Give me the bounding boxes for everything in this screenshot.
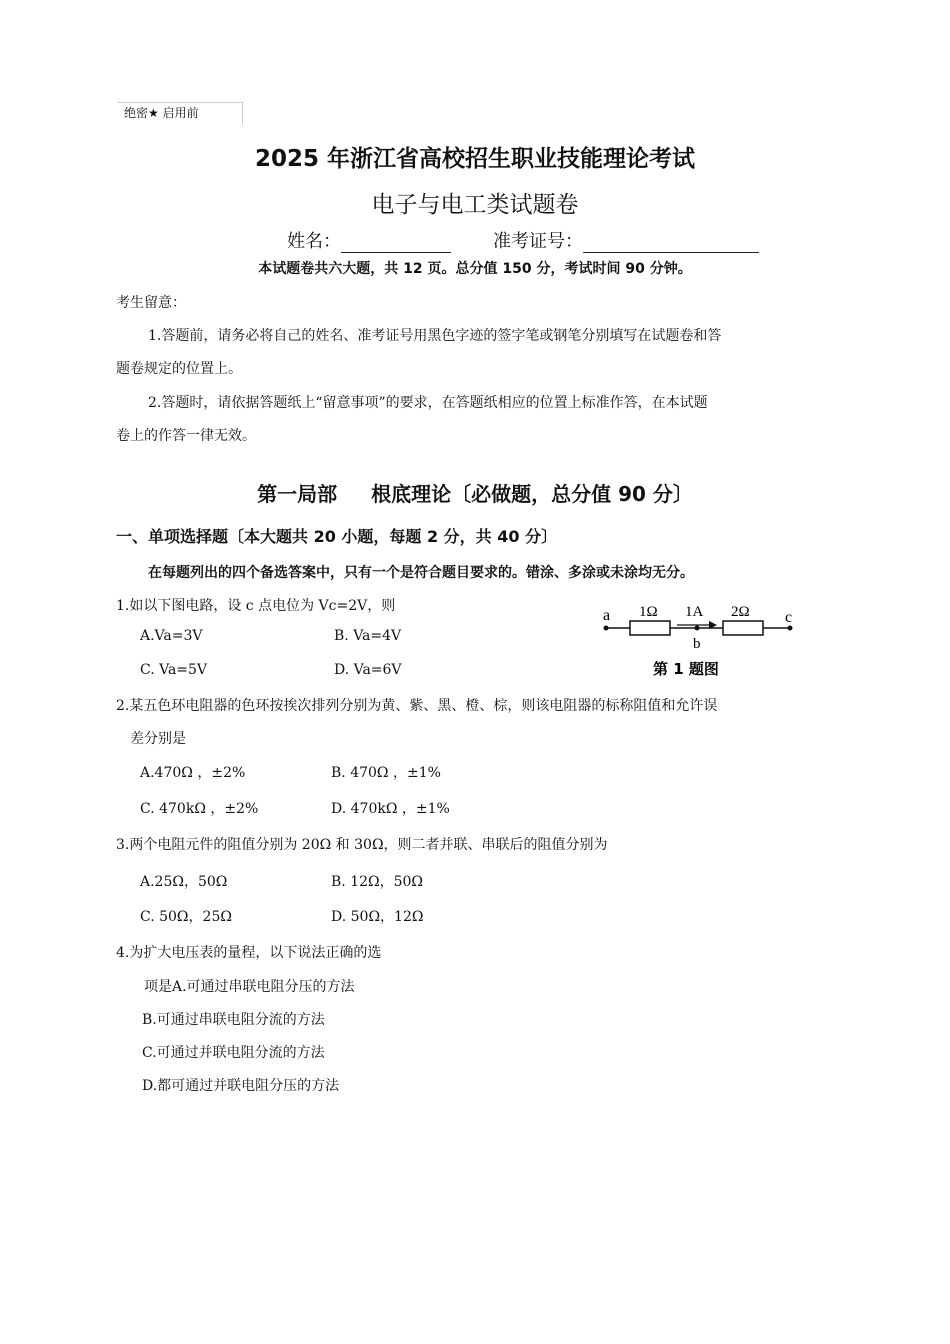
section-title: [0, 478, 950, 507]
node-b-label: b: [693, 636, 701, 652]
part1-title: 一、单项选择题〔本大题共 20 小题，每题 2 分，共 40 分〕: [116, 527, 558, 546]
figure-caption: 第 1 题图: [653, 660, 719, 678]
notice-item1-line2: 题卷规定的位置上。: [116, 361, 242, 377]
notice-item1-line1: 1.答题前，请务必将自己的姓名、准考证号用黑色字迹的签字笔或钢笔分别填写在试题卷和答: [148, 328, 722, 344]
question-3-option-c[interactable]: C. 50Ω，25Ω: [140, 909, 232, 925]
id-field[interactable]: [583, 232, 759, 253]
node-b-dot: [695, 626, 700, 631]
resistor-1-label: 1Ω: [639, 604, 658, 620]
section-part-b: 根底理论〔必做题，总分值 90 分〕: [371, 482, 693, 506]
question-2-option-b[interactable]: B. 470Ω ，±1%: [331, 765, 441, 781]
node-c-label: c: [785, 609, 793, 626]
name-id-row: [287, 227, 759, 253]
name-label: 姓名：: [287, 231, 341, 252]
question-4-stem: 4.为扩大电压表的量程，以下说法正确的选: [116, 945, 382, 961]
question-4-option-b[interactable]: B.可通过串联电阻分流的方法: [142, 1012, 325, 1028]
question-3-option-a[interactable]: A.25Ω，50Ω: [140, 874, 228, 890]
section-part-a: 第一局部: [257, 482, 338, 506]
secret-label: 绝密★ 启用前: [124, 106, 199, 120]
page-title: 2025 年浙江省高校招生职业技能理论考试: [254, 146, 696, 172]
name-field[interactable]: [341, 232, 451, 253]
circuit-figure: [585, 596, 815, 682]
question-1-stem: 1.如以下图电路，设 c 点电位为 Vc=2V，则: [116, 598, 396, 614]
notice-heading: 考生留意：: [116, 295, 186, 311]
question-3-stem: 3.两个电阻元件的阻值分别为 20Ω 和 30Ω，则二者并联、串联后的阻值分别为: [116, 837, 608, 853]
resistor-2-label: 2Ω: [731, 604, 750, 620]
question-4-option-d[interactable]: D.都可通过并联电阻分压的方法: [142, 1078, 340, 1094]
page-subtitle: 电子与电工类试题卷: [371, 192, 579, 218]
question-3-option-d[interactable]: D. 50Ω，12Ω: [331, 909, 424, 925]
question-1-option-d[interactable]: D. Va=6V: [334, 662, 402, 678]
question-2-option-d[interactable]: D. 470kΩ ，±1%: [331, 801, 450, 817]
resistor-1: [630, 621, 670, 635]
question-1-option-a[interactable]: A.Va=3V: [140, 628, 203, 644]
question-2-stem-line2: 差分别是: [130, 731, 186, 747]
question-2-option-c[interactable]: C. 470kΩ ，±2%: [140, 801, 259, 817]
resistor-2: [723, 621, 763, 635]
question-2-stem: 2.某五色环电阻器的色环按挨次排列分别为黄、紫、黑、橙、棕，则该电阻器的标称阻值和允许误: [116, 698, 718, 714]
notice-item2-line1: 2.答题时，请依据答题纸上“留意事项”的要求，在答题纸相应的位置上标准作答，在本试题: [148, 395, 708, 411]
question-1-option-c[interactable]: C. Va=5V: [140, 662, 208, 678]
question-3-option-b[interactable]: B. 12Ω，50Ω: [331, 874, 424, 890]
question-4-option-c[interactable]: C.可通过并联电阻分流的方法: [142, 1045, 325, 1061]
question-2-option-a[interactable]: A.470Ω ，±2%: [140, 765, 246, 781]
node-a-label: a: [603, 607, 611, 624]
exam-info: 本试题卷共六大题，共 12 页。总分值 150 分，考试时间 90 分钟。: [258, 261, 692, 277]
question-1-option-b[interactable]: B. Va=4V: [334, 628, 402, 644]
part1-instruction: 在每题列出的四个备选答案中，只有一个是符合题目要求的。错涂、多涂或未涂均无分。: [148, 565, 694, 581]
node-c-dot: [788, 626, 793, 631]
id-label: 准考证号：: [493, 231, 583, 252]
question-4-option-a[interactable]: 项是A.可通过串联电阻分压的方法: [144, 979, 355, 995]
notice-item2-line2: 卷上的作答一律无效。: [116, 428, 256, 444]
current-label: 1A: [685, 604, 704, 620]
